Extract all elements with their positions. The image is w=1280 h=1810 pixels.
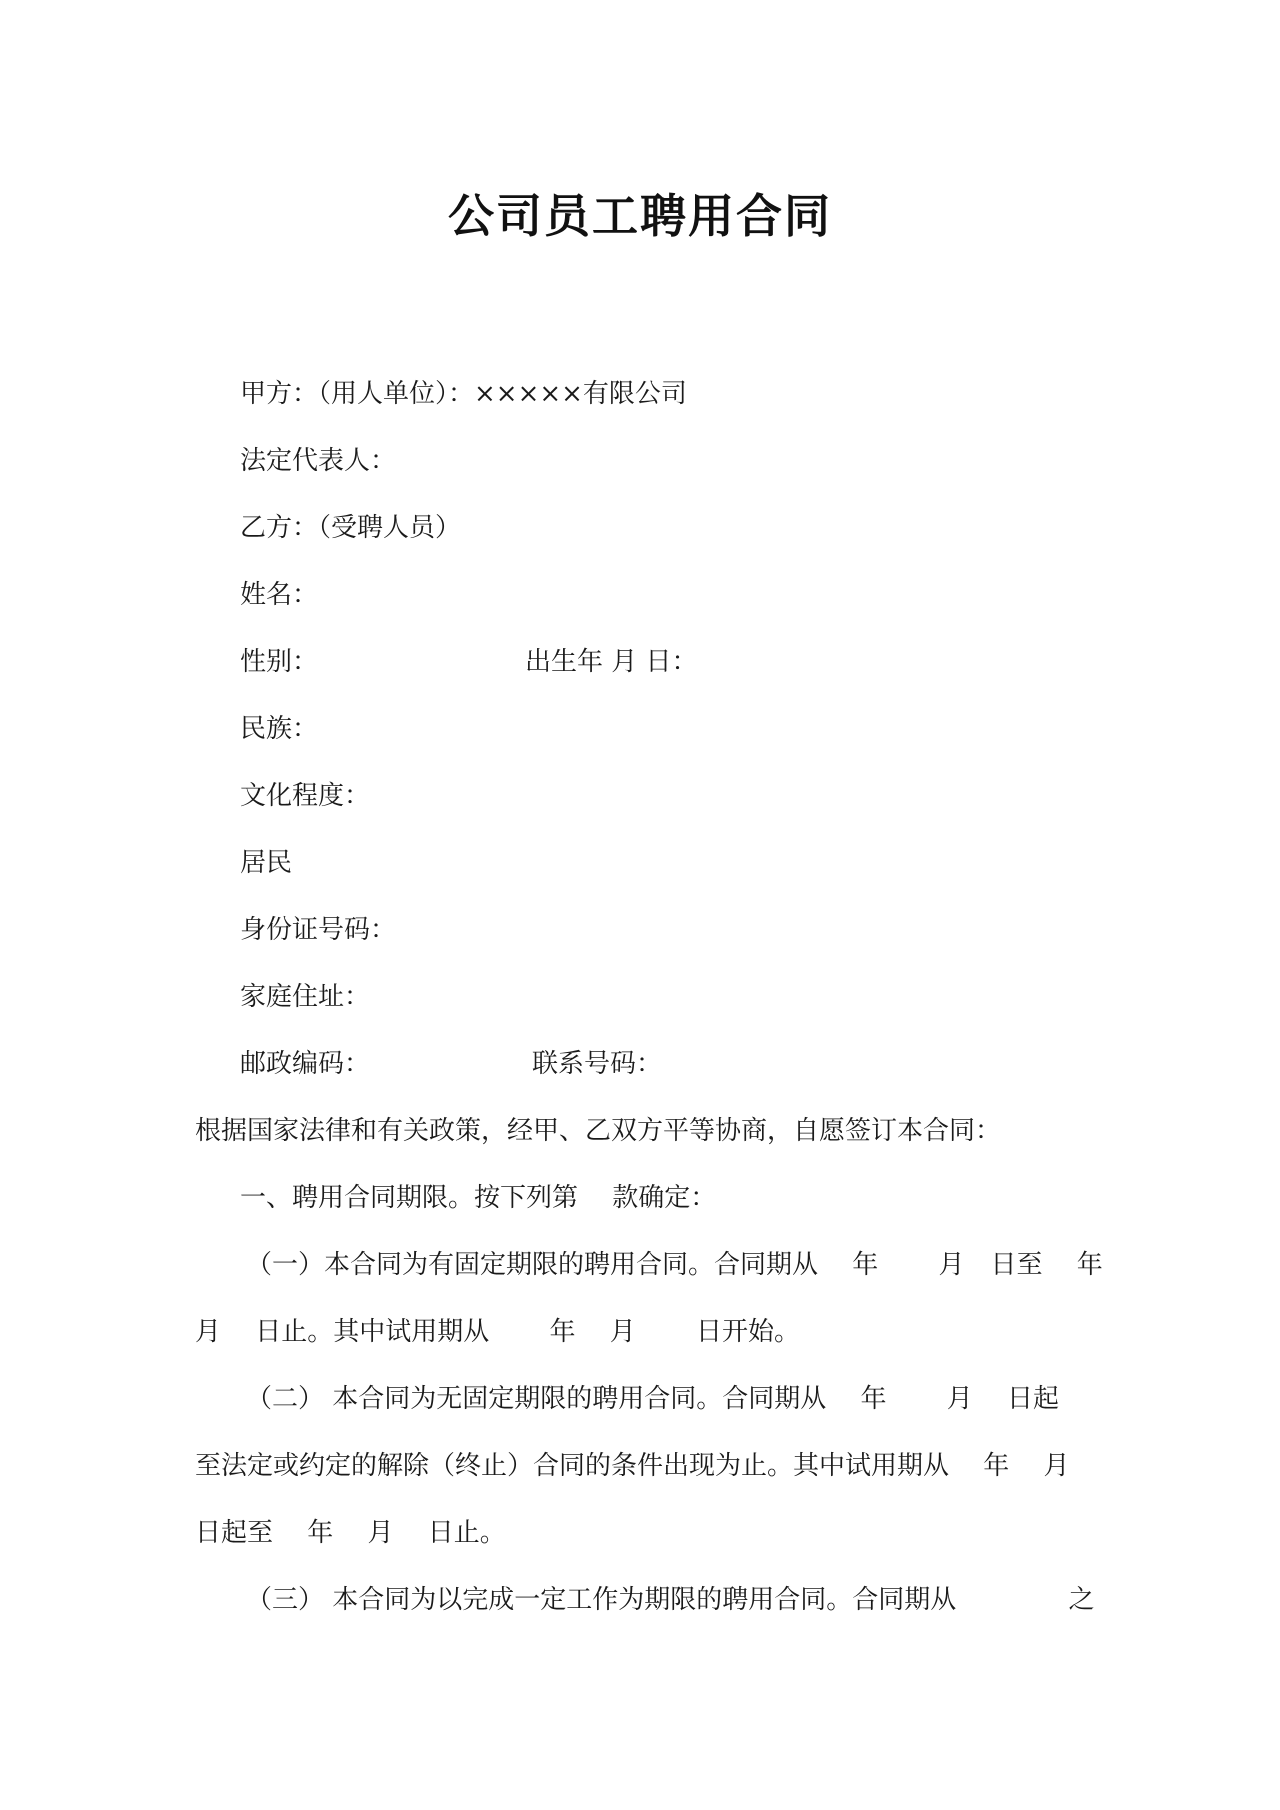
education-field-label: 文化程度：	[240, 781, 371, 811]
gender-field-label: 性别：	[240, 647, 319, 677]
clause-1-item-2-line-2: 至法定或约定的解除（终止）合同的条件出现为止。其中试用期从 年 月	[195, 1451, 1070, 1481]
birth-date-field-label: 出生年 月 日：	[525, 647, 698, 677]
document-title: 公司员工聘用合同	[448, 189, 832, 243]
phone-field-label: 联系号码：	[532, 1049, 663, 1079]
party-b-line: 乙方：（受聘人员）	[240, 513, 462, 543]
party-a-line: 甲方：（用人单位）：×××××有限公司	[240, 379, 687, 409]
clause-1-item-1-line-2: 月 日止。其中试用期从 年 月 日开始。	[195, 1317, 801, 1347]
preamble-paragraph: 根据国家法律和有关政策，经甲、乙双方平等协商，自愿签订本合同：	[195, 1116, 1002, 1146]
address-field-label: 家庭住址：	[240, 982, 371, 1012]
clause-1-item-2-line-1: （二） 本合同为无固定期限的聘用合同。合同期从 年 月 日起	[246, 1384, 1060, 1414]
clause-1-heading: 一、聘用合同期限。按下列第 款确定：	[240, 1183, 717, 1213]
name-field-label: 姓名：	[240, 580, 319, 610]
clause-1-item-1-line-1: （一）本合同为有固定期限的聘用合同。合同期从 年 月 日至 年	[246, 1250, 1103, 1280]
clause-1-item-2-line-3: 日起至 年 月 日止。	[195, 1518, 506, 1548]
clause-1-item-3-line-1: （三） 本合同为以完成一定工作为期限的聘用合同。合同期从 之	[246, 1585, 1095, 1615]
postcode-field-label: 邮政编码：	[240, 1049, 371, 1079]
resident-label: 居民	[240, 848, 293, 878]
legal-representative-line: 法定代表人：	[240, 446, 397, 476]
ethnicity-field-label: 民族：	[240, 714, 319, 744]
id-number-field-label: 身份证号码：	[240, 915, 397, 945]
